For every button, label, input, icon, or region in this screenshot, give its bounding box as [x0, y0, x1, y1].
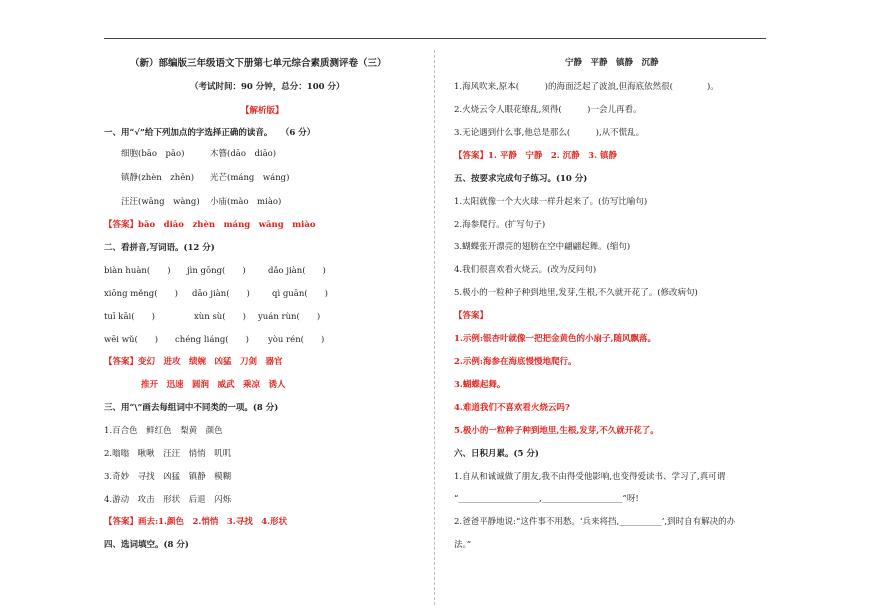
q4-item: 3.无论遇到什么事,他总是那么( ),从不慌乱。 — [454, 128, 645, 138]
q2-cell: biàn huàn( ) — [104, 266, 171, 276]
q3-heading: 三、用“\”画去每组词中不同类的一项。(8 分) — [104, 403, 279, 413]
q5-answer: 4.难道我们不喜欢看火烧云吗? — [454, 403, 570, 413]
q5-answer: 1.示例:银杏叶就像一把把金黄色的小扇子,随风飘落。 — [454, 334, 656, 344]
q3-answer: 【答案】画去:1.颜色 2.悄悄 3.寻找 4.形状 — [104, 517, 288, 527]
q1-item: 细胞(bāo pāo) — [121, 149, 185, 159]
q2-answer-line2: 推开 迅速 圆润 威武 乘凉 诱人 — [141, 380, 286, 390]
q2-cell: dāo jiàn( ) — [192, 289, 250, 299]
q1-item: 木簪(dāo diāo) — [210, 149, 277, 159]
q2-cell: wēi wǔ( ) — [104, 335, 159, 345]
q5-answer: 3.蝴蝶起舞。 — [454, 380, 506, 390]
exam-info: （考试时间：90 分钟，总分：100 分） — [190, 82, 345, 92]
q5-item: 5.极小的一粒种子种到地里,发芽,生根,不久就开花了。(修改病句) — [454, 288, 698, 298]
q6-heading: 六、日积月累。(5 分) — [454, 449, 539, 459]
q2-answer-line1: 【答案】变幻 进攻 绩婉 凶猛 刀剑 器官 — [104, 357, 283, 367]
q5-item: 3.蝴蝶张开漂亮的翅膀在空中翩翩起舞。(缩句) — [454, 242, 631, 252]
q1-heading: 一、用“√”给下列加点的字选择正确的读音。 （6 分） — [104, 128, 316, 138]
q2-cell: tuī kāi( ) — [104, 312, 155, 322]
edition-tag: 【解析版】 — [241, 106, 284, 116]
word-bank: 宁静 平静 镇静 沉静 — [565, 58, 659, 68]
q3-row: 2.嗡嗡 啾啾 汪汪 悄悄 叽叽 — [104, 449, 232, 459]
q1-item: 汪汪(wāng wàng) — [121, 197, 200, 207]
q1-item: 小庙(mào miào) — [210, 197, 282, 207]
q6-item1-line2: “___________________,___________________”呀! — [454, 494, 639, 504]
q5-item: 4.我们很喜欢看火烧云。(改为反问句) — [454, 265, 597, 275]
q6-item2-line1: 2.爸爸平静地说:“这件事不用愁。‘兵来将挡,__________’,到时自有解决的办 — [454, 517, 736, 527]
q5-answer: 2.示例:海参在海底慢慢地爬行。 — [454, 357, 577, 367]
q5-heading: 五、按要求完成句子练习。(10 分) — [454, 174, 588, 184]
header-rule — [104, 38, 766, 39]
q1-item: 镇静(zhèn zhēn) — [121, 173, 195, 183]
q2-cell: qì guān( ) — [272, 289, 328, 299]
q2-cell: xiōng měng( ) — [104, 289, 178, 299]
column-divider — [434, 50, 435, 605]
q1-answer: 【答案】bāo diāo zhèn máng wāng miào — [104, 220, 316, 230]
q5-answer-tag: 【答案】 — [454, 311, 489, 321]
q5-item: 1.太阳就像一个大火球一样升起来了。(仿写比喻句) — [454, 197, 648, 207]
q2-cell: yuán rùn( ) — [258, 312, 321, 322]
q2-cell: yòu rén( ) — [268, 335, 325, 345]
q6-item1-line1: 1.自从和诚诚做了朋友,我不由得受他影响,也变得爱读书、学习了,真可谓 — [454, 472, 726, 482]
q2-cell: dǎo jiàn( ) — [268, 266, 326, 276]
q4-item: 1.海风吹来,原本( )的海面泛起了波浪,但海底依然很( )。 — [454, 82, 719, 92]
q3-row: 3.奇妙 寻找 凶猛 镇静 模糊 — [104, 472, 232, 482]
q1-item: 光芒(máng wáng) — [210, 173, 290, 183]
q5-item: 2.海参爬行。(扩写句子) — [454, 220, 546, 230]
q2-cell: jìn gōng( ) — [187, 266, 246, 276]
q5-answer: 5.极小的一粒种子种到地里,生根,发芽,不久就开花了。 — [454, 426, 659, 436]
q4-answer: 【答案】1. 平静 宁静 2. 沉静 3. 镇静 — [454, 151, 617, 161]
q4-heading: 四、选词填空。(8 分) — [104, 540, 189, 550]
exam-title: （新）部编版三年级语文下册第七单元综合素质测评卷（三） — [130, 58, 387, 69]
q6-item2-line2: 法。” — [454, 540, 472, 550]
q2-heading: 二、看拼音,写词语。(12 分) — [104, 243, 215, 253]
q3-row: 1.百合色 鲜红色 梨黄 颜色 — [104, 426, 223, 436]
q2-cell: xùn sù( ) — [194, 312, 246, 322]
q2-cell: chéng liáng( ) — [175, 335, 249, 345]
q4-item: 2.火烧云令人眼花缭乱,须得( )一会儿再看。 — [454, 105, 642, 115]
q3-row: 4.游动 攻击 形状 后退 闪烁 — [104, 495, 232, 505]
